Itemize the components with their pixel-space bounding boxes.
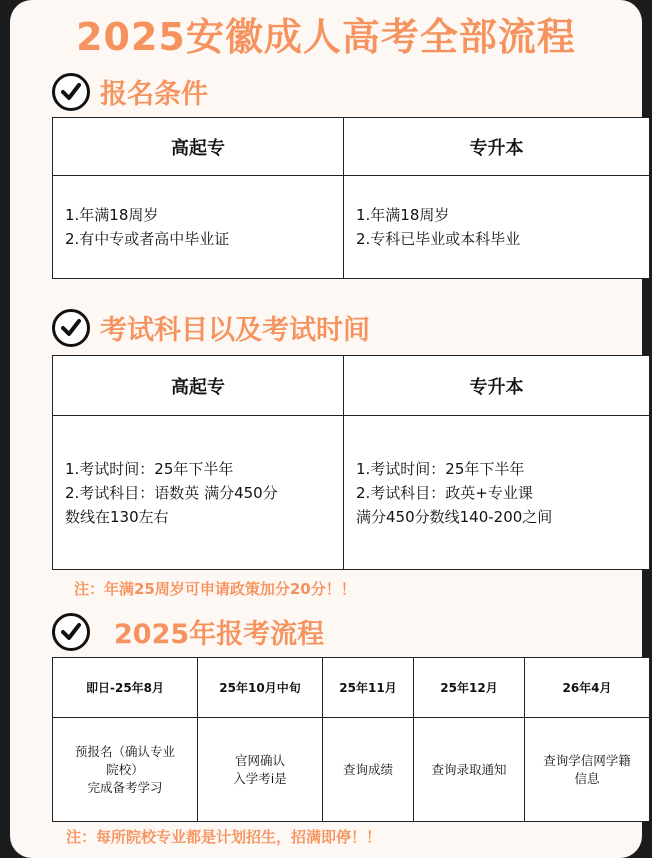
page-title: 2025安徽成人高考全部流程 <box>76 15 576 59</box>
requirement-line: 1.年满18周岁 <box>65 206 159 224</box>
exam-zhuanshengben-cell <box>344 416 650 570</box>
requirement-line: 2.有中专或者高中毕业证 <box>65 230 230 248</box>
exam-table <box>52 355 650 570</box>
exam-line: 1.考试时间：25年下半年 <box>356 459 525 478</box>
process-step-line: 完成备考学习 <box>87 779 163 795</box>
process-date-header: 25年12月 <box>414 658 525 718</box>
section-exam-title: 考试科目以及考试时间 <box>100 315 370 346</box>
section-process-title: 2025年报考流程 <box>114 619 325 650</box>
exam-gaoqizhuan-cell <box>53 416 344 570</box>
requirements-table <box>52 117 650 279</box>
process-step-line: 预报名（确认专业 <box>74 743 175 759</box>
process-step-cell <box>53 718 198 822</box>
process-step-cell <box>323 718 414 822</box>
process-step-line: 查询录取通知 <box>431 761 507 777</box>
process-date-header: 25年10月中旬 <box>198 658 323 718</box>
exam-line: 1.考试时间：25年下半年 <box>65 459 234 478</box>
poster-card <box>10 0 642 858</box>
process-step-line: 院校） <box>106 761 144 777</box>
process-table <box>52 657 650 822</box>
section-exam-header <box>52 308 370 347</box>
bonus-points-note: 注：年满25周岁可申请政策加分20分！！ <box>74 580 356 598</box>
section-requirements-header <box>52 72 208 111</box>
process-step-line: 查询成绩 <box>342 761 393 777</box>
process-step-cell <box>525 718 650 822</box>
process-date-header: 25年11月 <box>323 658 414 718</box>
exam-line: 2.考试科目：语数英 满分450分 <box>65 483 278 502</box>
check-circle-icon <box>52 613 90 651</box>
requirements-gaoqizhuan-cell <box>53 176 344 279</box>
process-step-line: 官网确认 <box>234 752 285 768</box>
header-gaoqizhuan: 高起专 <box>53 118 344 176</box>
process-step-line: 查询学信网学籍 <box>543 752 631 768</box>
requirements-zhuanshengben-cell <box>344 176 650 279</box>
process-step-cell <box>198 718 323 822</box>
process-step-cell <box>414 718 525 822</box>
header-zhuanshengben: 专升本 <box>344 118 650 176</box>
process-date-header: 26年4月 <box>525 658 650 718</box>
process-date-header: 即日-25年8月 <box>53 658 198 718</box>
exam-line: 数线在130左右 <box>65 507 169 526</box>
header-gaoqizhuan: 高起专 <box>53 356 344 416</box>
header-zhuanshengben: 专升本 <box>344 356 650 416</box>
check-circle-icon <box>52 309 90 347</box>
check-circle-icon <box>52 73 90 111</box>
requirement-line: 1.年满18周岁 <box>356 206 450 224</box>
quota-note: 注：每所院校专业都是计划招生，招满即停！！ <box>66 828 382 846</box>
section-requirements-title: 报名条件 <box>100 79 208 110</box>
exam-line: 满分450分数线140-200之间 <box>356 507 553 526</box>
section-process-header <box>52 612 324 651</box>
requirement-line: 2.专科已毕业或本科毕业 <box>356 230 521 248</box>
process-step-line: 入学考i是 <box>233 770 287 786</box>
exam-line: 2.考试科目：政英+专业课 <box>356 483 533 502</box>
process-step-line: 信息 <box>574 770 600 786</box>
